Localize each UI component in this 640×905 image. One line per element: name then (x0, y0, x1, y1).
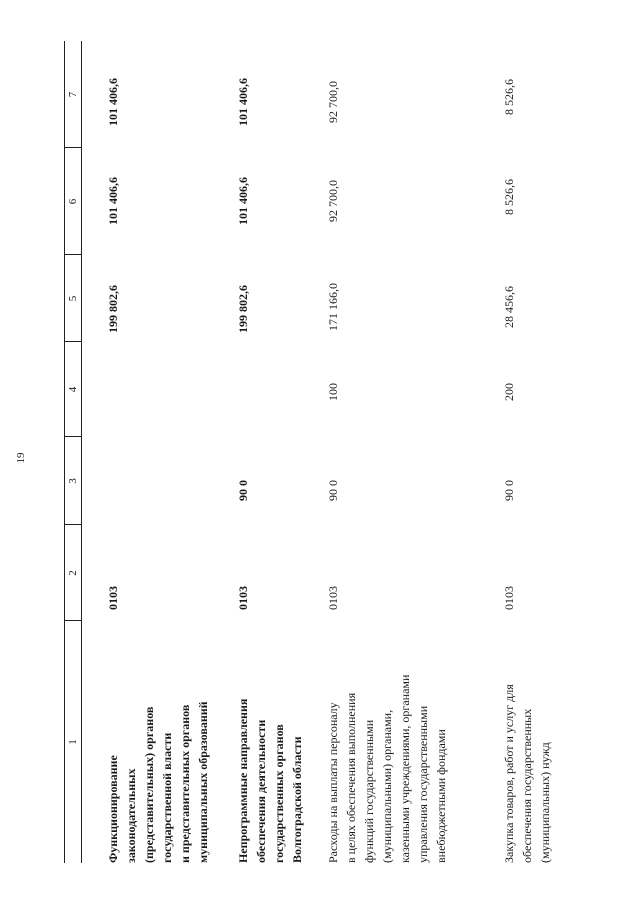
column-number: 4 (67, 386, 79, 393)
name-line: казенными учреждениями, органами (398, 674, 412, 863)
program-code: 90 0 (502, 480, 516, 501)
table-row-name (324, 623, 450, 863)
page-number: 19 (15, 452, 27, 464)
amount-col7: 101 406,6 (106, 78, 120, 126)
amount-col5: 171 166,0 (326, 283, 340, 331)
header-bottom-border (81, 41, 82, 863)
name-line: и представительных органов (178, 704, 192, 863)
name-line: функций государственными (362, 719, 376, 863)
name-line: законодательных (124, 768, 138, 863)
name-line: государственных органов (272, 724, 286, 863)
name-line: Непрограммные направления (236, 698, 250, 863)
amount-col7: 8 526,6 (502, 79, 516, 115)
name-line: Волгоградской области (290, 736, 304, 863)
name-line: обеспечения деятельности (254, 719, 268, 863)
amount-col6: 92 700,0 (326, 180, 340, 222)
table-row-name (104, 623, 212, 863)
amount-col5: 199 802,6 (236, 285, 250, 333)
name-line: (представительных) органов (142, 706, 156, 863)
name-line: (муниципальных) нужд (538, 742, 552, 863)
table-row-name (500, 623, 554, 863)
name-line: государственной власти (160, 732, 174, 863)
name-line: в целях обеспечения выполнения (344, 692, 358, 863)
amount-col6: 101 406,6 (236, 177, 250, 225)
section-code: 0103 (236, 586, 250, 610)
table-row-name (234, 623, 306, 863)
column-number: 5 (67, 295, 79, 302)
amount-col6: 8 526,6 (502, 179, 516, 215)
column-number: 3 (67, 478, 79, 484)
program-code: 90 0 (236, 480, 250, 501)
amount-col5: 28 456,6 (502, 286, 516, 328)
budget-table (64, 41, 554, 863)
column-number: 7 (67, 91, 79, 98)
expense-type-code: 100 (326, 383, 340, 401)
column-number: 2 (67, 570, 79, 576)
name-line: (муниципальными) органами, (380, 709, 394, 863)
amount-col6: 101 406,6 (106, 177, 120, 225)
expense-type-code: 200 (502, 383, 516, 401)
name-line: Закупка товаров, работ и услуг для (502, 684, 516, 863)
column-number: 1 (67, 739, 79, 745)
name-line: внебюджетными фондами (434, 729, 448, 863)
name-line: Функционирование (106, 755, 120, 863)
program-code: 90 0 (326, 480, 340, 501)
name-line: муниципальных образований (196, 701, 210, 863)
column-number: 6 (67, 198, 79, 205)
section-code: 0103 (106, 586, 120, 610)
name-line: Расходы на выплаты персоналу (326, 702, 340, 863)
amount-col7: 92 700,0 (326, 81, 340, 123)
section-code: 0103 (502, 586, 516, 610)
name-line: обеспечения государственных (520, 708, 534, 863)
name-line: управления государственными (416, 705, 430, 863)
amount-col5: 199 802,6 (106, 285, 120, 333)
amount-col7: 101 406,6 (236, 78, 250, 126)
section-code: 0103 (326, 586, 340, 610)
